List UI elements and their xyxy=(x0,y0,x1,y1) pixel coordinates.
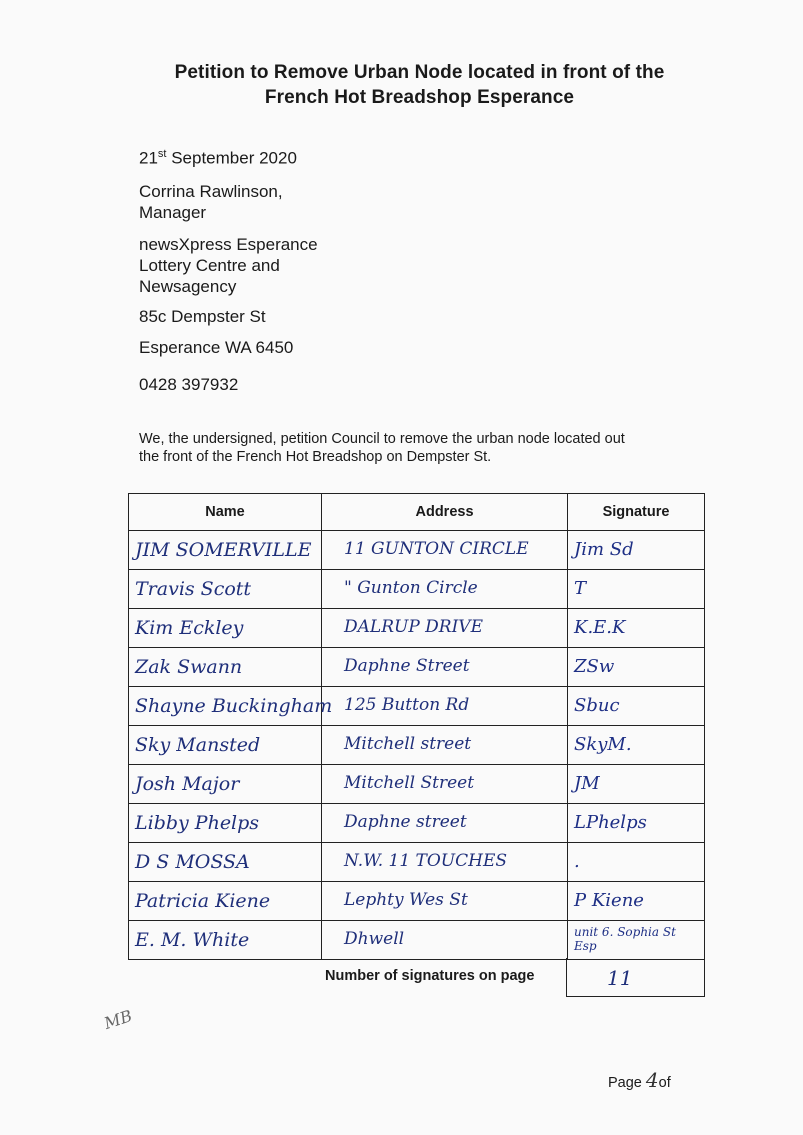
signer-signature: SkyM. xyxy=(574,734,632,755)
signer-name-cell xyxy=(129,921,322,960)
table-row xyxy=(129,726,705,765)
signer-address: " Gunton Circle xyxy=(344,578,478,598)
table-row xyxy=(129,609,705,648)
header-name: Name xyxy=(129,494,322,531)
signer-signature-cell xyxy=(568,726,705,765)
signer-signature: T xyxy=(574,578,587,599)
signer-address-cell xyxy=(322,765,568,804)
town-address: Esperance WA 6450 xyxy=(139,338,294,357)
signer-address: N.W. 11 TOUCHES xyxy=(344,851,508,871)
signer-signature-cell xyxy=(568,687,705,726)
signer-name-cell xyxy=(129,804,322,843)
signer-signature: LPhelps xyxy=(574,812,647,833)
date-line: 21st September 2020 xyxy=(139,148,297,168)
signer-name-cell xyxy=(129,882,322,921)
signer-name: Zak Swann xyxy=(135,656,243,678)
signature-count-value: 11 xyxy=(607,966,633,990)
signer-name: E. M. White xyxy=(135,929,250,951)
signer-name: Kim Eckley xyxy=(135,617,244,639)
signer-name-cell xyxy=(129,726,322,765)
signer-signature-cell xyxy=(568,921,705,960)
title-line-1: Petition to Remove Urban Node located in front of the xyxy=(174,62,665,83)
signer-address: Dhwell xyxy=(344,929,405,949)
signer-signature: Sbuc xyxy=(574,695,620,716)
signer-signature: K.E.K xyxy=(574,617,626,638)
signer-name-cell xyxy=(129,648,322,687)
signer-signature-cell xyxy=(568,609,705,648)
petition-statement: We, the undersigned, petition Council to remove the urban node located out the front of the French Hot Breadshop on Dempster St. xyxy=(139,431,625,465)
table-row xyxy=(129,648,705,687)
signer-signature: P Kiene xyxy=(574,890,644,911)
signer-name-cell xyxy=(129,765,322,804)
contact-name: Corrina Rawlinson, Manager xyxy=(139,182,283,222)
table-row xyxy=(129,570,705,609)
signer-address: DALRUP DRIVE xyxy=(344,617,483,637)
signer-address-cell xyxy=(322,648,568,687)
signer-signature-cell xyxy=(568,531,705,570)
signer-address-cell xyxy=(322,531,568,570)
signer-name-cell xyxy=(129,570,322,609)
signer-address-cell xyxy=(322,843,568,882)
signer-signature: Jim Sd xyxy=(574,539,634,560)
signer-address: Mitchell Street xyxy=(344,773,475,793)
signer-name: D S MOSSA xyxy=(135,851,250,873)
signer-name: Sky Mansted xyxy=(135,734,261,756)
header-signature: Signature xyxy=(568,494,705,531)
margin-initials: MB xyxy=(101,1006,135,1033)
table-row xyxy=(129,531,705,570)
signer-signature-cell xyxy=(568,570,705,609)
street-address: 85c Dempster St xyxy=(139,307,266,326)
signer-signature-cell xyxy=(568,765,705,804)
signer-address-cell xyxy=(322,804,568,843)
signer-signature: ZSw xyxy=(574,656,615,677)
signer-address-cell xyxy=(322,726,568,765)
signer-address: Daphne street xyxy=(344,812,467,832)
signer-address: Mitchell street xyxy=(344,734,472,754)
page-footer: Page 4of xyxy=(608,1068,671,1092)
signer-signature-cell xyxy=(568,843,705,882)
table-row xyxy=(129,921,705,960)
table-header-row xyxy=(129,494,705,531)
table-row xyxy=(129,804,705,843)
signer-signature: . xyxy=(574,851,580,872)
signer-name: Shayne Buckingham xyxy=(135,695,333,717)
signer-signature: unit 6. Sophia St Esp xyxy=(574,925,676,953)
title-line-2: French Hot Breadshop Esperance xyxy=(264,87,575,108)
signer-signature-cell xyxy=(568,804,705,843)
signer-name-cell xyxy=(129,687,333,726)
organisation: newsXpress Esperance Lottery Centre and Newsagency xyxy=(139,235,318,296)
header-address: Address xyxy=(322,494,568,531)
signer-address: Lephty Wes St xyxy=(344,890,468,910)
signer-signature: JM xyxy=(574,773,600,794)
table-row xyxy=(129,882,705,921)
table-row xyxy=(129,765,705,804)
table-row xyxy=(129,843,705,882)
phone-number: 0428 397932 xyxy=(139,375,239,394)
signer-name: Patricia Kiene xyxy=(135,890,271,912)
petition-title xyxy=(0,60,803,110)
signer-address-cell xyxy=(322,882,568,921)
signer-address-cell xyxy=(322,570,568,609)
signer-signature-cell xyxy=(568,648,705,687)
signer-name: Josh Major xyxy=(135,773,240,795)
signer-name-cell xyxy=(129,609,322,648)
signature-count-box xyxy=(566,958,705,997)
signer-address: 11 GUNTON CIRCLE xyxy=(344,539,529,559)
signer-address: 125 Button Rd xyxy=(344,695,470,715)
signer-address-cell xyxy=(322,687,568,726)
signer-name-cell xyxy=(129,843,322,882)
signature-count-label: Number of signatures on page xyxy=(325,968,535,984)
signer-name-cell xyxy=(129,531,322,570)
signer-address: Daphne Street xyxy=(344,656,470,676)
signer-signature-cell xyxy=(568,882,705,921)
signature-table xyxy=(128,493,705,960)
signer-address-cell xyxy=(322,921,568,960)
table-row xyxy=(129,687,705,726)
signer-address-cell xyxy=(322,609,568,648)
signer-name: Travis Scott xyxy=(135,578,252,600)
signer-name: JIM SOMERVILLE xyxy=(135,539,312,561)
signer-name: Libby Phelps xyxy=(135,812,260,834)
